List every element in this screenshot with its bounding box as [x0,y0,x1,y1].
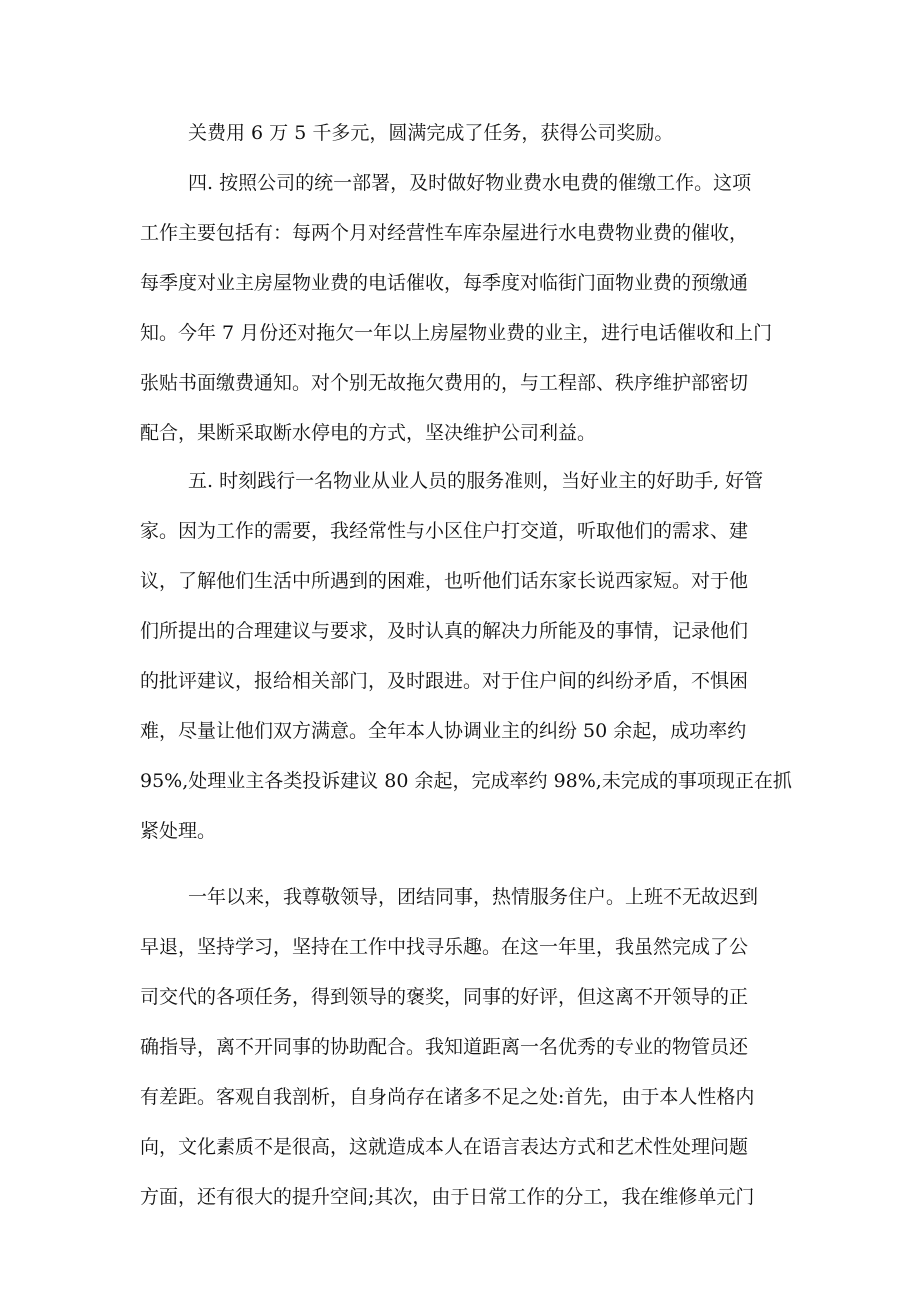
text-line: 方面，还有很大的提升空间;其次，由于日常工作的分工，我在维修单元门 [140,1186,755,1208]
text-line: 有差距。客观自我剖析，自身尚存在诸多不足之处:首先，由于本人性格内 [140,1086,755,1108]
paragraph-summary-start: 一年以来，我尊敬领导，团结同事，热情服务住户。上班不无故迟到 [188,886,759,908]
text-line: 家。因为工作的需要，我经常性与小区住户打交道，听取他们的需求、建 [140,520,749,542]
text-line: 确指导，离不开同事的协助配合。我知道距离一名优秀的专业的物管员还 [140,1036,749,1058]
text-line: 向，文化素质不是很高，这就造成本人在语言表达方式和艺术性处理问题 [140,1136,749,1158]
text-line: 配合，果断采取断水停电的方式，坚决维护公司利益。 [140,422,597,444]
text-line: 们所提出的合理建议与要求，及时认真的解决力所能及的事情，记录他们 [140,620,749,642]
text-line: 司交代的各项任务，得到领导的褒奖，同事的好评，但这离不开领导的正 [140,986,749,1008]
text-line: 早退，坚持学习，坚持在工作中找寻乐趣。在这一年里，我虽然完成了公 [140,936,749,958]
text-line: 的批评建议，报给相关部门，及时跟进。对于住户间的纠纷矛盾，不惧困 [140,670,749,692]
text-line: 张贴书面缴费通知。对个别无故拖欠费用的，与工程部、秩序维护部密切 [140,372,749,394]
text-line: 每季度对业主房屋物业费的电话催收，每季度对临街门面物业费的预缴通 [140,272,749,294]
section-heading-four: 四. 按照公司的统一部署，及时做好物业费水电费的催缴工作。这项 [188,172,752,194]
text-line: 议，了解他们生活中所遇到的困难，也听他们话东家长说西家短。对于他 [140,570,749,592]
text-line: 关费用 6 万 5 千多元，圆满完成了任务，获得公司奖励。 [188,122,674,144]
text-line: 难，尽量让他们双方满意。全年本人协调业主的纠纷 50 余起，成功率约 [140,720,747,742]
text-line: 知。今年 7 月份还对拖欠一年以上房屋物业费的业主，进行电话催收和上门 [140,322,773,344]
text-line: 95%,处理业主各类投诉建议 80 余起，完成率约 98%,未完成的事项现正在抓 [140,770,792,792]
text-line: 工作主要包括有：每两个月对经营性车库杂屋进行水电费物业费的催收， [140,222,749,244]
section-heading-five: 五. 时刻践行一名物业从业人员的服务准则，当好业主的好助手, 好管 [188,470,764,492]
text-line: 紧处理。 [140,820,217,842]
